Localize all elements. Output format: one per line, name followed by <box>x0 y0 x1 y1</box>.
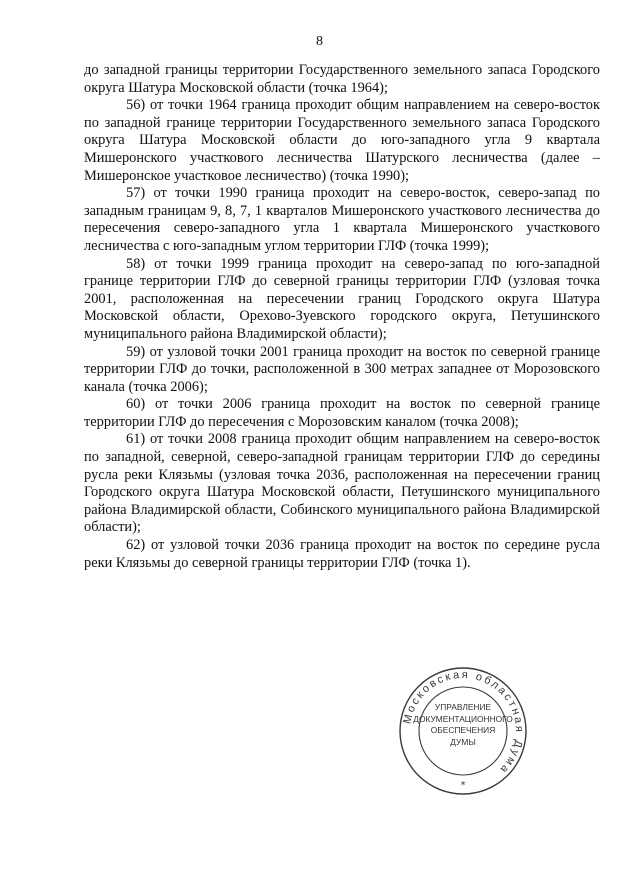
official-stamp <box>398 666 528 796</box>
paragraph-61: 61) от точки 2008 граница проходит общим направлением на северо-восток по западной, северной, северо-западной границам территории ГЛФ до середины русла реки Клязьмы (узловая точка 2036, расположенная на пересечении границ Городского округа Шатура Московской области, Петушинского муниципального района Владимирской области, Собинского муниципального района Владимирской области); <box>84 431 600 536</box>
stamp-line-3: ОБЕСПЕЧЕНИЯ <box>430 725 496 736</box>
stamp-center-text <box>398 702 528 748</box>
stamp-star: * <box>460 780 466 791</box>
page-number: 8 <box>316 34 323 49</box>
stamp-line-2: ДОКУМЕНТАЦИОННОГО <box>413 713 513 724</box>
paragraph-59: 59) от узловой точки 2001 граница проходит на восток по северной границе территории ГЛФ до точки, расположенной в 300 метрах западнее от Морозовского канала (точка 2006); <box>84 343 600 395</box>
paragraph-continuation: до западной границы территории Государственного земельного запаса Городского округа Шатура Московской области (точка 1964); <box>84 62 600 96</box>
stamp-line-4: ДУМЫ <box>450 736 476 747</box>
paragraph-58: 58) от точки 1999 граница проходит на северо-запад по юго-западной границе территории ГЛФ до северной границы территории ГЛФ (узловая точка 2001, расположенная на пересечении границ Городского округа Шатура Московской области, Орехово-Зуевского городского округа, Петушинского муниципального района Владимирской области); <box>84 255 600 342</box>
paragraph-62: 62) от узловой точки 2036 граница проходит на восток по середине русла реки Клязьмы до северной границы территории ГЛФ (точка 1). <box>84 537 600 571</box>
stamp-ring-text: Московская областная Дума <box>401 668 526 777</box>
paragraph-57: 57) от точки 1990 граница проходит на северо-восток, северо-запад по западным границам 9, 8, 7, 1 кварталов Мишеронского участкового лесничества до пересечения северо-западного угла 1 квартала Мишеронского участкового лесничества с юго-западным углом территории ГЛФ (точка 1999); <box>84 185 600 254</box>
paragraph-60: 60) от точки 2006 граница проходит на восток по северной границе территории ГЛФ до пересечения с Морозовским каналом (точка 2008); <box>84 396 600 430</box>
document-body <box>84 62 600 572</box>
paragraph-56: 56) от точки 1964 граница проходит общим направлением на северо-восток по западной границе территории Государственного земельного запаса Городского округа Шатура Московской области до юго-западного угла 9 квартала Мишеронского участкового лесничества Шатурского лесничества (далее – Мишеронское участковое лесничество) (точка 1990); <box>84 97 600 184</box>
stamp-line-1: УПРАВЛЕНИЕ <box>434 702 492 712</box>
